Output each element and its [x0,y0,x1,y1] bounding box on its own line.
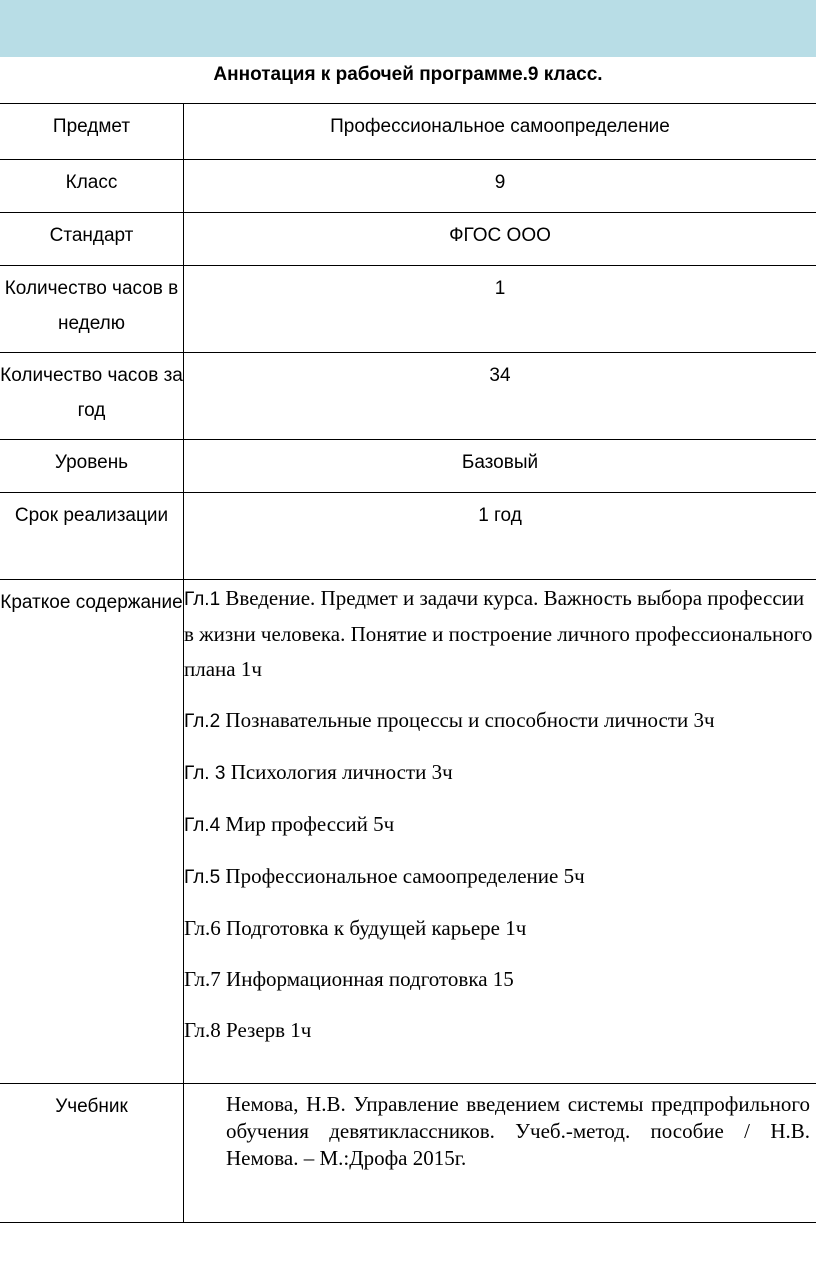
table-row [0,353,816,440]
value-text: 34 [489,365,511,386]
table-row [0,493,816,580]
row-value-subject [184,104,816,160]
table-row [0,104,816,160]
table-row [0,580,816,1084]
row-value-class [184,160,816,213]
textbook-reference: Немова, Н.В. Управление введением системы предпрофильного обучения девятиклассников. Учеб.-метод. пособие / Н.В. Немова. – М.:Дрофа 2015г. [226,1092,810,1170]
table-row [0,266,816,353]
header-band [0,0,816,57]
row-value-level [184,440,816,493]
row-label-hours-per-week [0,266,184,353]
row-label-subject [0,104,184,160]
content-item [184,1013,816,1048]
annotation-table [0,103,816,1223]
document-title: Аннотация к рабочей программе.9 класс. [213,64,603,85]
row-label-textbook [0,1084,184,1223]
table-row [0,160,816,213]
chapter-text: Введение. Предмет и задачи курса. Важность выбора профессии в жизни человека. Понятие и построение личного профессионального плана 1ч [184,586,813,681]
chapter-text: Познавательные процессы и способности личности 3ч [220,708,715,732]
row-label-summary [0,580,184,1084]
label-text: Стандарт [49,225,134,246]
row-value-textbook [184,1084,816,1223]
chapter-number: Гл. 3 [184,763,226,784]
value-text: 1 год [478,505,522,526]
value-text: Базовый [461,452,539,473]
row-label-duration [0,493,184,580]
chapter-text: Профессиональное самоопределение 5ч [220,864,585,888]
table-row [0,213,816,266]
label-text: Предмет [52,116,131,137]
label-text: Учебник [55,1096,128,1117]
table-row [0,440,816,493]
value-text: ФГОС ООО [449,225,551,246]
value-text: Профессиональное самоопределение [330,116,670,137]
row-value-standard [184,213,816,266]
row-label-standard [0,213,184,266]
row-value-hours-per-year [184,353,816,440]
chapter-number: Гл.1 [184,589,221,610]
chapter-text: Гл.6 Подготовка к будущей карьере 1ч [184,916,527,940]
chapter-text: Психология личности 3ч [225,760,453,784]
content-item [184,755,816,791]
row-value-duration [184,493,816,580]
label-text: Класс [65,172,118,193]
content-item [184,581,816,687]
content-item [184,703,816,739]
table-row [0,1084,816,1223]
value-text: 9 [494,172,506,193]
content-item [184,911,816,946]
chapter-text: Гл.7 Информационная подготовка 15 [184,967,514,991]
label-text: Количество часов в неделю [4,278,179,334]
label-text: Уровень [54,452,129,473]
row-value-summary [184,580,816,1084]
label-text: Количество часов за год [0,365,183,421]
row-label-level [0,440,184,493]
row-value-hours-per-week [184,266,816,353]
chapter-number: Гл.2 [184,711,221,732]
label-text: Срок реализации [14,505,169,526]
row-label-hours-per-year [0,353,184,440]
label-text: Краткое содержание [0,592,183,613]
content-item [184,962,816,997]
value-text: 1 [494,278,506,299]
content-item [184,859,816,895]
chapter-text: Гл.8 Резерв 1ч [184,1018,312,1042]
chapter-number: Гл.5 [184,867,221,888]
content-item [184,807,816,843]
row-label-class [0,160,184,213]
chapter-text: Мир профессий 5ч [220,812,395,836]
chapter-number: Гл.4 [184,815,221,836]
